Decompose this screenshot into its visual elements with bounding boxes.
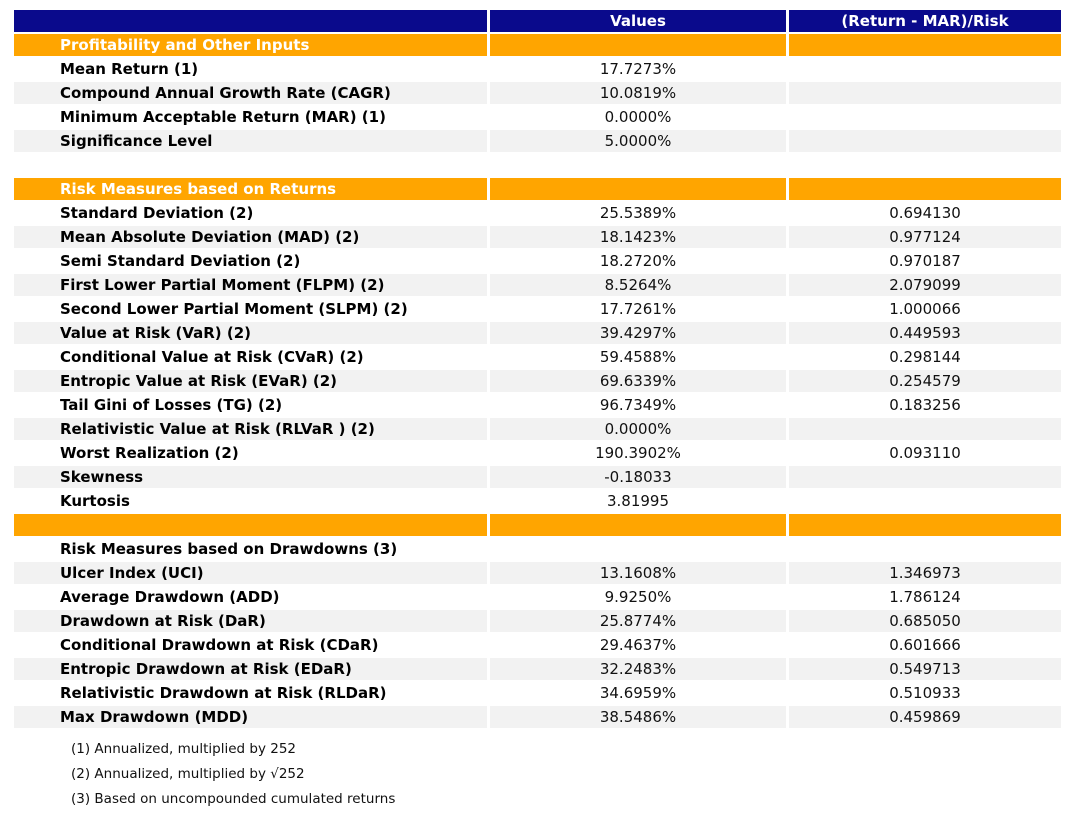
metric-ratio <box>789 466 1061 488</box>
metric-value: 9.9250% <box>490 586 786 608</box>
metric-value: 3.81995 <box>490 490 786 512</box>
metric-label: First Lower Partial Moment (FLPM) (2) <box>14 274 487 296</box>
metric-row <box>14 250 1061 272</box>
metric-row <box>14 586 1061 608</box>
spacer-row <box>14 154 1061 176</box>
metric-ratio: 0.970187 <box>789 250 1061 272</box>
metric-row <box>14 346 1061 368</box>
table-header-row <box>14 10 1061 32</box>
metric-value <box>490 538 786 560</box>
metric-ratio: 0.093110 <box>789 442 1061 464</box>
metric-ratio <box>789 418 1061 440</box>
metric-ratio <box>789 58 1061 80</box>
risk-metrics-table <box>11 8 1064 730</box>
metric-value: 5.0000% <box>490 130 786 152</box>
metric-value: 32.2483% <box>490 658 786 680</box>
metric-label: Entropic Drawdown at Risk (EDaR) <box>14 658 487 680</box>
metric-row <box>14 58 1061 80</box>
metric-row <box>14 106 1061 128</box>
metric-label <box>14 154 487 176</box>
metric-value: 8.5264% <box>490 274 786 296</box>
metric-label: Ulcer Index (UCI) <box>14 562 487 584</box>
metric-row <box>14 418 1061 440</box>
metric-label: Relativistic Drawdown at Risk (RLDaR) <box>14 682 487 704</box>
metric-row <box>14 706 1061 728</box>
metric-ratio <box>789 178 1061 200</box>
metric-ratio: 1.346973 <box>789 562 1061 584</box>
metric-row <box>14 298 1061 320</box>
metric-label: Worst Realization (2) <box>14 442 487 464</box>
metric-ratio <box>789 34 1061 56</box>
metric-ratio: 0.298144 <box>789 346 1061 368</box>
metric-label: Value at Risk (VaR) (2) <box>14 322 487 344</box>
metric-label: Standard Deviation (2) <box>14 202 487 224</box>
metric-label: Profitability and Other Inputs <box>14 34 487 56</box>
metric-row <box>14 466 1061 488</box>
metric-label: Minimum Acceptable Return (MAR) (1) <box>14 106 487 128</box>
metric-ratio: 1.000066 <box>789 298 1061 320</box>
metric-row <box>14 562 1061 584</box>
footnote-3: (3) Based on uncompounded cumulated returns <box>71 791 396 807</box>
metric-label: Max Drawdown (MDD) <box>14 706 487 728</box>
metric-label: Entropic Value at Risk (EVaR) (2) <box>14 370 487 392</box>
metric-value: 10.0819% <box>490 82 786 104</box>
metric-label <box>14 514 487 536</box>
metric-ratio: 0.254579 <box>789 370 1061 392</box>
metric-value: 59.4588% <box>490 346 786 368</box>
metric-value: 13.1608% <box>490 562 786 584</box>
metric-row <box>14 370 1061 392</box>
metric-label: Skewness <box>14 466 487 488</box>
subsection-heading-row <box>14 538 1061 560</box>
metric-value: 25.8774% <box>490 610 786 632</box>
metric-ratio: 1.786124 <box>789 586 1061 608</box>
metric-ratio <box>789 130 1061 152</box>
metric-value: 69.6339% <box>490 370 786 392</box>
metric-ratio <box>789 490 1061 512</box>
metric-label: Conditional Drawdown at Risk (CDaR) <box>14 634 487 656</box>
metric-value <box>490 514 786 536</box>
metric-value <box>490 178 786 200</box>
col-header-metric <box>14 10 487 32</box>
metric-row <box>14 202 1061 224</box>
metric-value: 96.7349% <box>490 394 786 416</box>
metric-ratio <box>789 82 1061 104</box>
metric-label: Mean Return (1) <box>14 58 487 80</box>
metric-row <box>14 274 1061 296</box>
metric-row <box>14 490 1061 512</box>
metric-value: 29.4637% <box>490 634 786 656</box>
metric-label: Semi Standard Deviation (2) <box>14 250 487 272</box>
metric-ratio: 0.549713 <box>789 658 1061 680</box>
metric-label: Risk Measures based on Drawdowns (3) <box>14 538 487 560</box>
metric-row <box>14 658 1061 680</box>
metric-value: -0.18033 <box>490 466 786 488</box>
metric-value <box>490 154 786 176</box>
metric-row <box>14 394 1061 416</box>
metric-value: 25.5389% <box>490 202 786 224</box>
metric-label: Drawdown at Risk (DaR) <box>14 610 487 632</box>
metric-value: 38.5486% <box>490 706 786 728</box>
footnote-2: (2) Annualized, multiplied by √252 <box>71 766 305 782</box>
metric-label: Kurtosis <box>14 490 487 512</box>
col-header-values: Values <box>490 10 786 32</box>
metric-ratio <box>789 514 1061 536</box>
metric-row <box>14 322 1061 344</box>
metric-ratio: 0.459869 <box>789 706 1061 728</box>
metric-label: Risk Measures based on Returns <box>14 178 487 200</box>
metric-ratio: 0.977124 <box>789 226 1061 248</box>
metric-value <box>490 34 786 56</box>
metric-row <box>14 442 1061 464</box>
metric-value: 0.0000% <box>490 418 786 440</box>
metric-ratio: 2.079099 <box>789 274 1061 296</box>
metric-label: Compound Annual Growth Rate (CAGR) <box>14 82 487 104</box>
metric-value: 18.2720% <box>490 250 786 272</box>
metric-value: 0.0000% <box>490 106 786 128</box>
metric-row <box>14 610 1061 632</box>
metric-ratio: 0.685050 <box>789 610 1061 632</box>
section-band-row <box>14 178 1061 200</box>
metric-value: 18.1423% <box>490 226 786 248</box>
metric-label: Tail Gini of Losses (TG) (2) <box>14 394 487 416</box>
metric-row <box>14 130 1061 152</box>
metric-label: Second Lower Partial Moment (SLPM) (2) <box>14 298 487 320</box>
metric-value: 39.4297% <box>490 322 786 344</box>
metric-row <box>14 82 1061 104</box>
metric-ratio: 0.601666 <box>789 634 1061 656</box>
metric-value: 34.6959% <box>490 682 786 704</box>
metric-label: Significance Level <box>14 130 487 152</box>
metrics-table-body <box>14 34 1061 728</box>
metric-row <box>14 682 1061 704</box>
metric-ratio: 0.694130 <box>789 202 1061 224</box>
metric-ratio <box>789 106 1061 128</box>
metric-ratio: 0.510933 <box>789 682 1061 704</box>
footnotes <box>71 737 1065 812</box>
section-band-row <box>14 34 1061 56</box>
footnote-1: (1) Annualized, multiplied by 252 <box>71 741 296 757</box>
metric-label: Conditional Value at Risk (CVaR) (2) <box>14 346 487 368</box>
metric-ratio <box>789 154 1061 176</box>
metric-value: 190.3902% <box>490 442 786 464</box>
metric-ratio <box>789 538 1061 560</box>
metric-ratio: 0.183256 <box>789 394 1061 416</box>
metric-value: 17.7261% <box>490 298 786 320</box>
metric-row <box>14 634 1061 656</box>
metric-label: Average Drawdown (ADD) <box>14 586 487 608</box>
col-header-return-mar-risk: (Return - MAR)/Risk <box>789 10 1061 32</box>
metric-row <box>14 226 1061 248</box>
metric-ratio: 0.449593 <box>789 322 1061 344</box>
metric-value: 17.7273% <box>490 58 786 80</box>
section-band-row <box>14 514 1061 536</box>
metric-label: Mean Absolute Deviation (MAD) (2) <box>14 226 487 248</box>
metric-label: Relativistic Value at Risk (RLVaR ) (2) <box>14 418 487 440</box>
